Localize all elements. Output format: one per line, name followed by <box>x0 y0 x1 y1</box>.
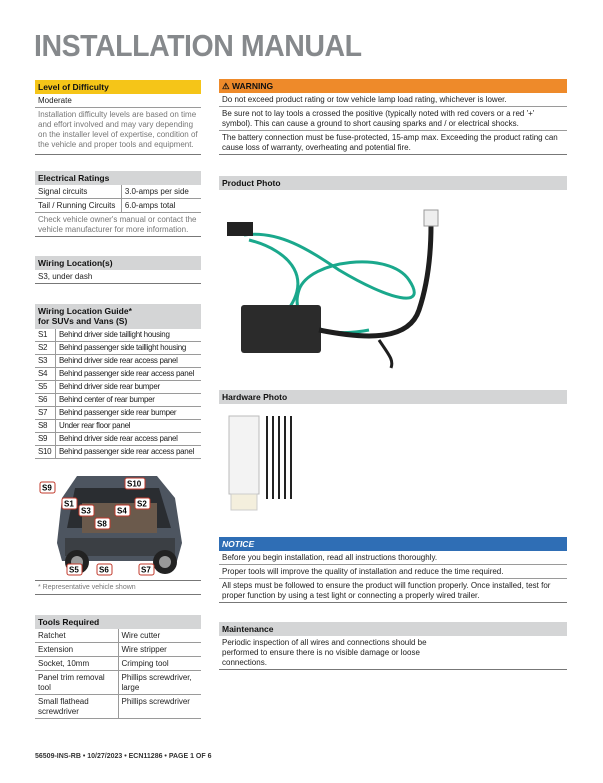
tool-cell: Wire stripper <box>118 643 201 657</box>
vehicle-label-text: S2 <box>137 499 147 509</box>
notice-section <box>219 537 567 603</box>
tools-section <box>35 615 201 719</box>
location-description: Behind passenger side rear access panel <box>56 368 202 381</box>
location-description: Behind passenger side taillight housing <box>56 342 202 355</box>
wiring-location-section <box>35 256 201 284</box>
maintenance-text: Periodic inspection of all wires and connections should be performed to ensure there is no visible damage or loose connections. <box>219 636 567 670</box>
tool-cell: Panel trim removal tool <box>35 671 118 695</box>
location-code: S2 <box>35 342 56 355</box>
table-row <box>35 695 201 719</box>
location-code: S6 <box>35 394 56 407</box>
vehicle-label <box>40 482 55 493</box>
vehicle-image <box>37 468 202 578</box>
location-description: Behind driver side rear bumper <box>56 381 202 394</box>
vehicle-label <box>135 498 150 509</box>
page-title: INSTALLATION MANUAL <box>34 28 362 63</box>
cell: Signal circuits <box>35 185 121 199</box>
vehicle-label <box>139 564 154 575</box>
table-row <box>35 342 201 355</box>
electrical-header: Electrical Ratings <box>35 171 201 185</box>
location-code: S7 <box>35 407 56 420</box>
tool-cell: Phillips screwdriver <box>118 695 201 719</box>
wiring-guide-section <box>35 304 201 459</box>
wiring-location-header: Wiring Location(s) <box>35 256 201 270</box>
warning-item: Be sure not to lay tools a crossed the positive (typically noted with red covers or a red '+' symbol). This can cause a ground to short causing sparks and / or electrical shocks. <box>219 107 567 131</box>
table-row <box>35 199 201 213</box>
maintenance-section <box>219 622 567 670</box>
location-description: Behind driver side rear access panel <box>56 433 202 446</box>
location-code: S1 <box>35 329 56 342</box>
vehicle-label-text: S8 <box>97 519 107 529</box>
table-row <box>35 368 201 381</box>
location-description: Behind driver side rear access panel <box>56 355 202 368</box>
location-description: Under rear floor panel <box>56 420 202 433</box>
vehicle-label-text: S9 <box>42 483 52 493</box>
location-code: S10 <box>35 446 56 459</box>
vehicle-label <box>95 518 110 529</box>
tool-cell: Socket, 10mm <box>35 657 118 671</box>
hardware-photo-section <box>219 390 567 521</box>
table-row <box>35 657 201 671</box>
vehicle-label <box>79 505 94 516</box>
header-line: for SUVs and Vans (S) <box>38 316 128 326</box>
tool-cell: Ratchet <box>35 629 118 643</box>
wiring-guide-table <box>35 329 201 459</box>
notice-item: All steps must be followed to ensure the product will function properly. Once installed, test for proper function by using a test light or connecting a properly wired trailer. <box>219 579 567 603</box>
vehicle-label <box>62 498 77 509</box>
cell: Tail / Running Circuits <box>35 199 121 213</box>
notice-item: Before you begin installation, read all instructions thoroughly. <box>219 551 567 565</box>
vehicle-label-text: S6 <box>99 565 109 575</box>
table-row <box>35 355 201 368</box>
tool-cell: Crimping tool <box>118 657 201 671</box>
table-row <box>35 394 201 407</box>
tool-cell: Wire cutter <box>118 629 201 643</box>
hardware-photo-header: Hardware Photo <box>219 390 567 404</box>
warning-section <box>219 79 567 155</box>
table-row <box>35 433 201 446</box>
tool-cell: Phillips screwdriver, large <box>118 671 201 695</box>
difficulty-level: Moderate <box>35 94 201 108</box>
tool-cell: Small flathead screwdriver <box>35 695 118 719</box>
location-description: Behind passenger side rear bumper <box>56 407 202 420</box>
vehicle-note: * Representative vehicle shown <box>35 581 201 595</box>
location-description: Behind driver side taillight housing <box>56 329 202 342</box>
wiring-location-value: S3, under dash <box>35 270 201 284</box>
product-photo-header: Product Photo <box>219 176 567 190</box>
footer: 56509-INS-RB • 10/27/2023 • ECN11286 • PAGE 1 OF 6 <box>35 753 212 760</box>
vehicle-label <box>125 478 145 489</box>
vehicle-note-box <box>35 580 201 595</box>
electrical-table <box>35 185 201 213</box>
tool-cell: Extension <box>35 643 118 657</box>
tools-table <box>35 629 201 719</box>
location-description: Behind passenger side rear access panel <box>56 446 202 459</box>
table-row <box>35 329 201 342</box>
vehicle-label-text: S4 <box>117 506 127 516</box>
location-code: S8 <box>35 420 56 433</box>
maintenance-header: Maintenance <box>219 622 567 636</box>
table-row <box>35 643 201 657</box>
location-description: Behind center of rear bumper <box>56 394 202 407</box>
table-row <box>35 420 201 433</box>
product-photo <box>219 190 567 370</box>
warning-item: The battery connection must be fuse-protected, 15-amp max. Exceeding the product rating can cause loss of warranty, overheating and potential fire. <box>219 131 567 155</box>
tools-header: Tools Required <box>35 615 201 629</box>
hardware-photo <box>219 404 567 516</box>
vehicle-label-text: S1 <box>64 499 74 509</box>
vehicle-label-text: S3 <box>81 506 91 516</box>
location-code: S9 <box>35 433 56 446</box>
location-code: S4 <box>35 368 56 381</box>
warning-item: Do not exceed product rating or tow vehicle lamp load rating, whichever is lower. <box>219 93 567 107</box>
table-row <box>35 381 201 394</box>
notice-header: NOTICE <box>219 537 567 551</box>
table-row <box>35 671 201 695</box>
difficulty-description: Installation difficulty levels are based on time and effort involved and may vary depending on the installer level of expertise, condition of the vehicle and proper tools and equipment. <box>35 108 201 155</box>
vehicle-label-text: S7 <box>141 565 151 575</box>
table-row <box>35 407 201 420</box>
wiring-guide-header <box>35 304 201 329</box>
table-row <box>35 185 201 199</box>
difficulty-header: Level of Difficulty <box>35 80 201 94</box>
cell: 3.0-amps per side <box>121 185 201 199</box>
vehicle-label <box>67 564 82 575</box>
cell: 6.0-amps total <box>121 199 201 213</box>
difficulty-section <box>35 80 201 155</box>
electrical-section <box>35 171 201 237</box>
product-photo-section <box>219 176 567 375</box>
vehicle-label-text: S5 <box>69 565 79 575</box>
warning-header <box>219 79 567 93</box>
electrical-note: Check vehicle owner's manual or contact the vehicle manufacturer for more information. <box>35 213 201 237</box>
vehicle-label <box>115 505 130 516</box>
vehicle-label <box>97 564 112 575</box>
warning-title: WARNING <box>231 81 274 91</box>
vehicle-label-text: S10 <box>127 479 142 489</box>
location-code: S3 <box>35 355 56 368</box>
table-row <box>35 446 201 459</box>
notice-item: Proper tools will improve the quality of installation and reduce the time required. <box>219 565 567 579</box>
location-code: S5 <box>35 381 56 394</box>
header-line: Wiring Location Guide* <box>38 306 132 316</box>
table-row <box>35 629 201 643</box>
warning-icon: ⚠ <box>222 81 232 91</box>
